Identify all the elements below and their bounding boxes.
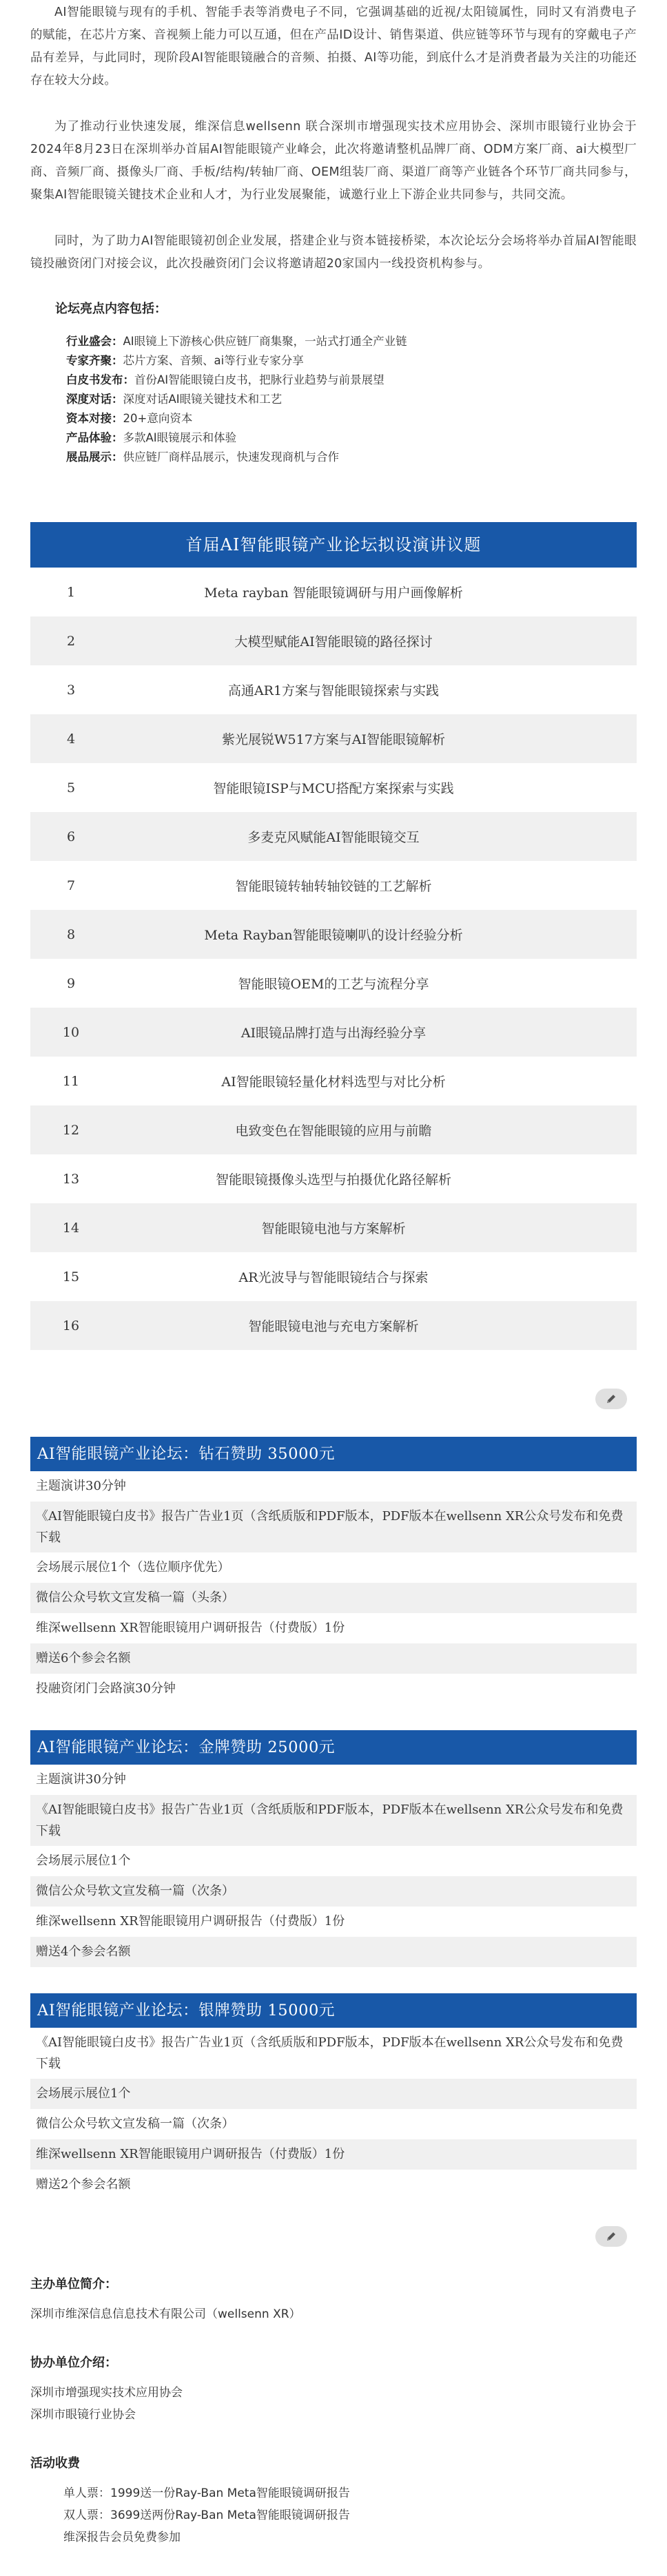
agenda-topic: 多麦克风赋能AI智能眼镜交互 (247, 830, 420, 845)
highlight-value: 首份AI智能眼镜白皮书，把脉行业趋势与前景展望 (134, 373, 384, 386)
agenda-number: 5 (66, 780, 76, 796)
agenda-row (30, 1008, 637, 1057)
intro-paragraph-1: AI智能眼镜与现有的手机、智能手表等消费电子不同，它强调基础的近视/太阳镜属性，同时又有消费电子的赋能，在芯片方案、音视频上能力可以互通，但在产品ID设计、销售渠道、供应链等环节与现有的穿戴电子产品有差异，与此同时，现阶段AI智能眼镜融合的音频、拍摄、AI等功能，到底什么才是消费者最为关注的功能还存在较大分歧。 (30, 6, 637, 87)
coorganizer-name: 深圳市眼镜行业协会 (30, 2408, 136, 2422)
agenda-number: 9 (66, 975, 76, 991)
agenda-rows (30, 568, 637, 1350)
agenda-number: 4 (66, 731, 76, 747)
agenda-number: 8 (66, 926, 76, 942)
agenda-row (30, 763, 637, 812)
edit-button-2[interactable] (595, 2226, 627, 2247)
agenda-row (30, 1105, 637, 1154)
agenda-topic: 智能眼镜电池与方案解析 (261, 1221, 406, 1236)
highlight-item (66, 409, 637, 428)
highlight-item (66, 351, 637, 371)
fees-section (30, 2453, 637, 2548)
agenda-number: 15 (62, 1269, 80, 1285)
agenda-row (30, 1154, 637, 1203)
highlight-value: 多款AI眼镜展示和体验 (123, 431, 237, 444)
coorganizer-section (30, 2353, 637, 2426)
edit-control-2 (30, 2226, 627, 2247)
fee-line: 双人票：3699送两份Ray-Ban Meta智能眼镜调研报告 (63, 2509, 350, 2522)
agenda-topic: 大模型赋能AI智能眼镜的路径探讨 (234, 634, 433, 650)
agenda-topic: 智能眼镜OEM的工艺与流程分享 (238, 977, 429, 992)
sponsor-benefit: 主题演讲30分钟 (36, 1772, 126, 1787)
highlight-key: 展品展示： (66, 450, 123, 464)
fee-line: 单人票：1999送一份Ray-Ban Meta智能眼镜调研报告 (63, 2486, 350, 2500)
agenda-topic: AI智能眼镜轻量化材料选型与对比分析 (221, 1074, 446, 1090)
organizer-section (30, 2274, 637, 2325)
sponsor-benefit: 微信公众号软文宣发稿一篇（次条） (36, 2117, 234, 2131)
organizer-name: 深圳市维深信息信息技术有限公司（wellsenn XR） (30, 2307, 301, 2321)
coorganizer-title: 协办单位介绍： (30, 2356, 117, 2370)
sponsor-tables (30, 1437, 637, 2200)
highlight-key: 专家齐聚： (66, 354, 123, 367)
sponsor-benefit: 维深wellsenn XR智能眼镜用户调研报告（付费版）1份 (36, 1621, 345, 1635)
sponsor-table (30, 1993, 637, 2200)
highlight-value: 芯片方案、音频、ai等行业专家分享 (123, 354, 304, 367)
agenda-row (30, 1203, 637, 1252)
agenda-topic: 智能眼镜ISP与MCU搭配方案探索与实践 (213, 781, 454, 796)
agenda-row (30, 959, 637, 1008)
organizer-title: 主办单位简介： (30, 2277, 117, 2292)
agenda-row (30, 1057, 637, 1105)
agenda-row (30, 910, 637, 959)
sponsor-title: AI智能眼镜产业论坛：金牌赞助 25000元 (30, 1730, 637, 1765)
agenda-number: 16 (62, 1318, 80, 1333)
sponsor-benefit: 赠送2个参会名额 (36, 2177, 131, 2192)
agenda-row (30, 714, 637, 763)
agenda-topic: AI眼镜品牌打造与出海经验分享 (240, 1026, 427, 1041)
highlight-item (66, 332, 637, 351)
highlights-title: 论坛亮点内容包括： (55, 302, 167, 316)
coorganizer-name: 深圳市增强现实技术应用协会 (30, 2386, 183, 2400)
sponsor-benefit: 《AI智能眼镜白皮书》报告广告业1页（含纸质版和PDF版本，PDF版本在wellsenn XR公众号发布和免费下载 (30, 1795, 637, 1846)
agenda-number: 3 (66, 682, 76, 698)
agenda-topic: AR光波导与智能眼镜结合与探索 (238, 1270, 429, 1285)
agenda-row (30, 1301, 637, 1350)
agenda-row (30, 1252, 637, 1301)
sponsor-benefit: 维深wellsenn XR智能眼镜用户调研报告（付费版）1份 (30, 2139, 637, 2170)
highlight-item (66, 448, 637, 467)
sponsor-benefit: 会场展示展位1个 (30, 2079, 637, 2109)
highlight-key: 资本对接： (66, 412, 123, 425)
highlight-value: 供应链厂商样品展示，快速发现商机与合作 (123, 450, 339, 464)
sponsor-benefit: 微信公众号软文宣发稿一篇（头条） (30, 1583, 637, 1613)
agenda-row (30, 861, 637, 910)
sponsor-benefit: 赠送6个参会名额 (30, 1643, 637, 1674)
sponsor-title: AI智能眼镜产业论坛：钻石赞助 35000元 (30, 1437, 637, 1471)
agenda-number: 14 (62, 1220, 80, 1236)
highlight-item (66, 428, 637, 448)
highlight-key: 深度对话： (66, 393, 123, 406)
agenda-topic: Meta rayban 智能眼镜调研与用户画像解析 (204, 585, 463, 601)
sponsor-table (30, 1437, 637, 1704)
sponsor-benefit: 《AI智能眼镜白皮书》报告广告业1页（含纸质版和PDF版本，PDF版本在wellsenn XR公众号发布和免费下载 (36, 2035, 624, 2071)
agenda-topic: 智能眼镜摄像头选型与拍摄优化路径解析 (215, 1172, 451, 1187)
agenda-number: 6 (66, 829, 76, 844)
sponsor-benefit: 维深wellsenn XR智能眼镜用户调研报告（付费版）1份 (36, 1914, 345, 1929)
highlight-value: 20+意向资本 (123, 412, 193, 425)
fees-title: 活动收费 (30, 2456, 80, 2471)
agenda-topic: 智能眼镜电池与充电方案解析 (248, 1319, 419, 1334)
agenda-topic: 智能眼镜转轴转轴铰链的工艺解析 (235, 879, 432, 894)
pencil-icon (605, 1393, 617, 1405)
highlight-key: 行业盛会： (66, 335, 123, 348)
sponsor-title: AI智能眼镜产业论坛：银牌赞助 15000元 (30, 1993, 637, 2028)
highlight-item (66, 390, 637, 409)
agenda-table (30, 522, 637, 1350)
sponsor-table (30, 1730, 637, 1967)
agenda-number: 10 (62, 1024, 80, 1040)
sponsor-benefit: 赠送4个参会名额 (30, 1937, 637, 1967)
sponsor-benefit: 会场展示展位1个 (36, 1853, 131, 1868)
sponsor-benefit: 会场展示展位1个（选位顺序优先） (36, 1560, 230, 1575)
highlight-value: AI眼镜上下游核心供应链厂商集聚，一站式打通全产业链 (123, 335, 407, 348)
sponsor-benefit: 微信公众号软文宣发稿一篇（次条） (30, 1876, 637, 1907)
agenda-number: 1 (66, 584, 76, 600)
highlight-key: 产品体验： (66, 431, 123, 444)
agenda-number: 2 (66, 633, 76, 649)
fee-line: 维深报告会员免费参加 (63, 2531, 181, 2544)
agenda-row (30, 665, 637, 714)
sponsor-benefit: 《AI智能眼镜白皮书》报告广告业1页（含纸质版和PDF版本，PDF版本在wellsenn XR公众号发布和免费下载 (30, 1502, 637, 1552)
agenda-number: 11 (62, 1073, 80, 1089)
agenda-row (30, 616, 637, 665)
highlights-section (30, 299, 637, 467)
agenda-number: 7 (66, 877, 76, 893)
edit-button[interactable] (595, 1389, 627, 1409)
agenda-row (30, 568, 637, 616)
intro-paragraph-3: 同时，为了助力AI智能眼镜初创企业发展，搭建企业与资本链接桥梁，本次论坛分会场将举办首届AI智能眼镜投融资闭门对接会议，此次投融资闭门会议将邀请超20家国内一线投资机构参与。 (30, 234, 637, 271)
sponsor-benefit: 投融资闭门会路演30分钟 (36, 1681, 176, 1696)
agenda-topic: 电致变色在智能眼镜的应用与前瞻 (235, 1123, 432, 1139)
edit-control (30, 1389, 627, 1409)
intro-paragraph-2: 为了推动行业快速发展，维深信息wellsenn 联合深圳市增强现实技术应用协会、深圳市眼镜行业协会于2024年8月23日在深圳举办首届AI智能眼镜产业峰会，此次将邀请整机品牌厂商、ODM方案厂商、ai大模型厂商、音频厂商、摄像头厂商、手板/结构/转轴厂商、OEM组装厂商、渠道厂商等产业链各个环节厂商共同参与，聚集AI智能眼镜关键技术企业和人才，为行业发展聚能，诚邀行业上下游企业共同参与，共同交流。 (30, 120, 637, 202)
sponsor-benefit: 主题演讲30分钟 (36, 1479, 126, 1493)
pencil-icon (605, 2230, 617, 2243)
highlight-key: 白皮书发布： (66, 373, 134, 386)
highlight-value: 深度对话AI眼镜关键技术和工艺 (123, 393, 283, 406)
agenda-topic: Meta Rayban智能眼镜喇叭的设计经验分析 (204, 928, 463, 943)
agenda-topic: 紫光展锐W517方案与AI智能眼镜解析 (221, 732, 446, 747)
agenda-title: 首届AI智能眼镜产业论坛拟设演讲议题 (30, 522, 637, 568)
highlight-item (66, 371, 637, 390)
agenda-number: 12 (62, 1122, 80, 1138)
article (0, 1, 667, 2576)
agenda-row (30, 812, 637, 861)
agenda-topic: 高通AR1方案与智能眼镜探索与实践 (227, 683, 440, 698)
agenda-number: 13 (62, 1171, 80, 1187)
highlights-list (66, 332, 637, 467)
